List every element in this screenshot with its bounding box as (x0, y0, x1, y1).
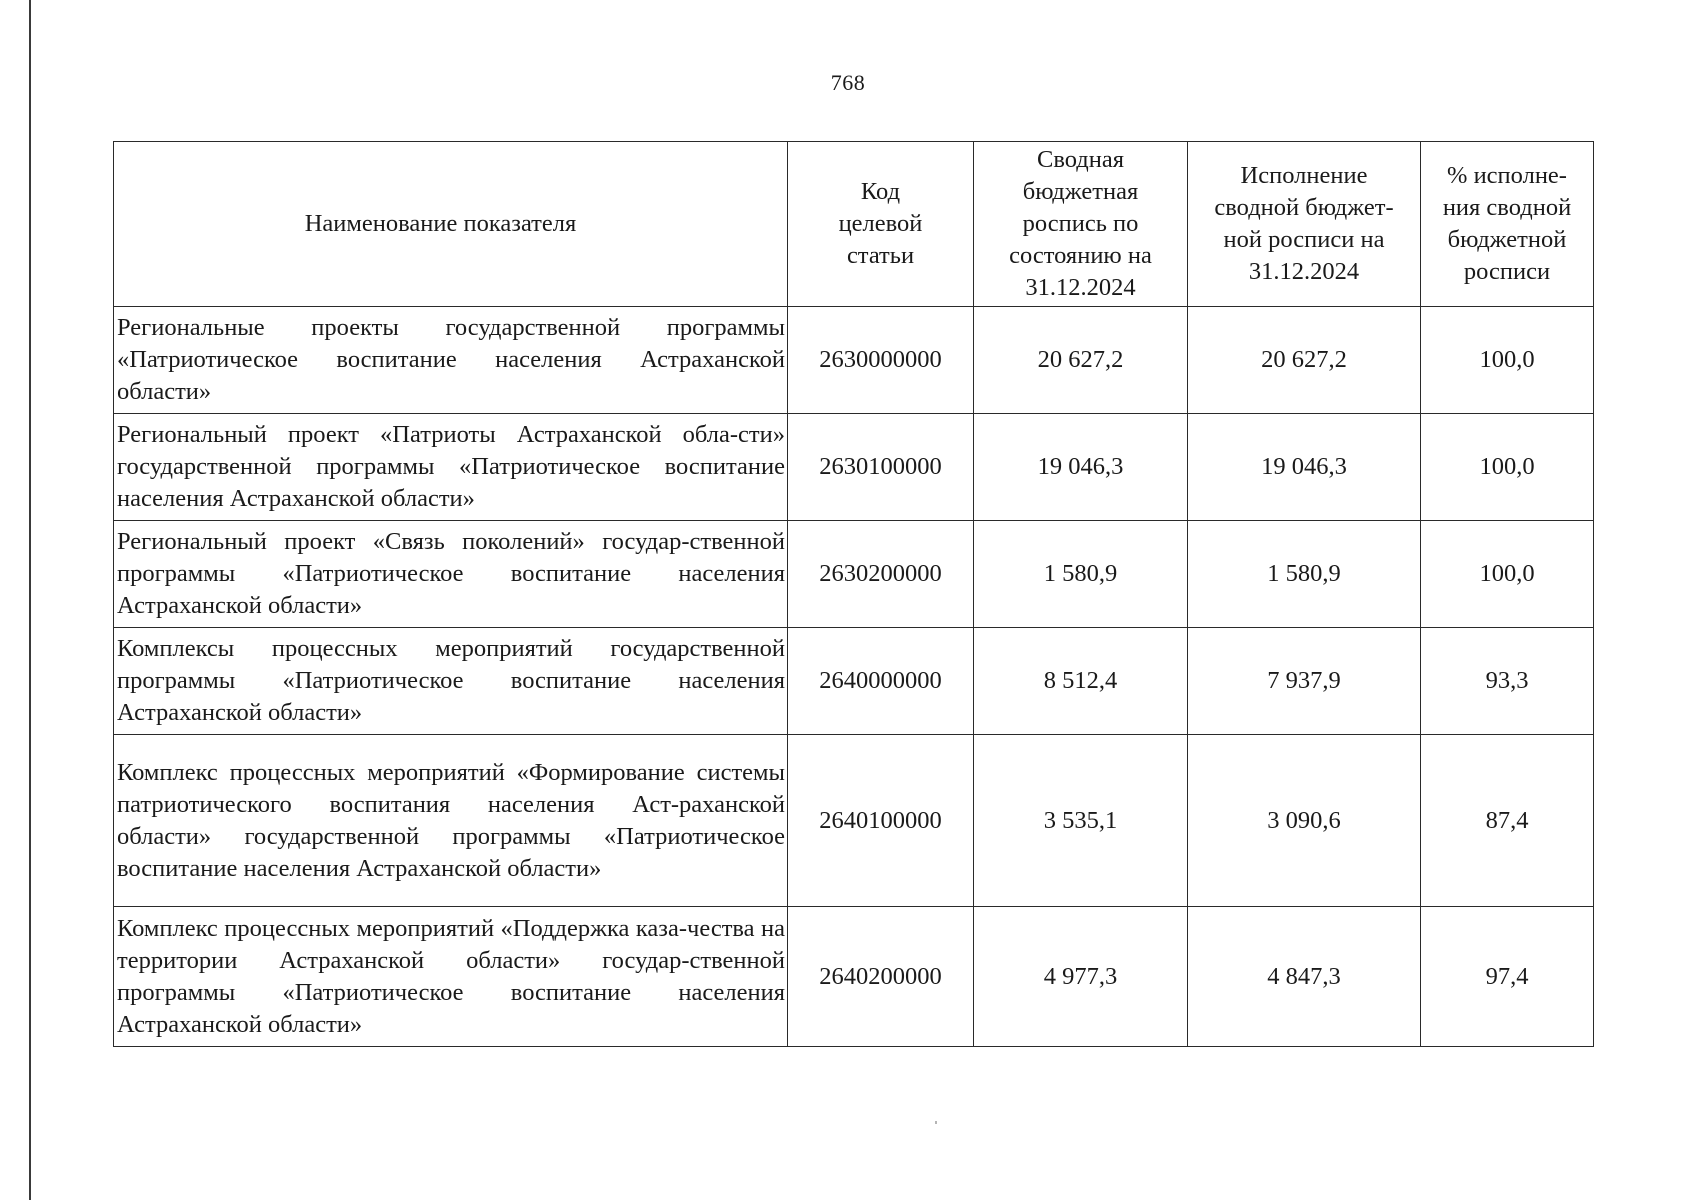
header-budget-plan-text: Сводная бюджетная роспись по состоянию на 31.12.2024 (1009, 146, 1152, 301)
indicator-name: Комплекс процессных мероприятий «Формирование системы патриотического воспитания населения Аст-раханской области» государственной программы «Патриотическое воспитание населения Астраханской области» (114, 735, 788, 907)
table-row (114, 521, 1594, 628)
target-code: 2630200000 (788, 521, 974, 628)
execution-percent-value: 97,4 (1421, 907, 1594, 1047)
indicator-name: Региональные проекты государственной программы «Патриотическое воспитание населения Астраханской области» (114, 307, 788, 414)
budget-execution-value: 19 046,3 (1188, 414, 1421, 521)
header-target-code-text: Код целевой статьи (838, 178, 923, 269)
budget-execution-table (113, 141, 1594, 1047)
execution-percent-value: 100,0 (1421, 521, 1594, 628)
binding-edge-line (29, 0, 31, 1200)
header-execution-percent (1421, 142, 1594, 307)
table-row (114, 907, 1594, 1047)
execution-percent-value: 93,3 (1421, 628, 1594, 735)
execution-percent-value: 100,0 (1421, 307, 1594, 414)
table-row (114, 414, 1594, 521)
header-execution-percent-text: % исполне-ния сводной бюджетной росписи (1442, 162, 1572, 285)
header-target-code (788, 142, 974, 307)
indicator-name: Комплекс процессных мероприятий «Поддержка каза-чества на территории Астраханской области» государ-ственной программы «Патриотическое воспитание населения Астраханской области» (114, 907, 788, 1047)
header-indicator-name (114, 142, 788, 307)
scan-speck (935, 1121, 937, 1124)
target-code: 2630000000 (788, 307, 974, 414)
budget-execution-value: 1 580,9 (1188, 521, 1421, 628)
target-code: 2640000000 (788, 628, 974, 735)
header-budget-execution (1188, 142, 1421, 307)
indicator-name: Региональный проект «Патриоты Астраханской обла-сти» государственной программы «Патриотическое воспитание населения Астраханской области» (114, 414, 788, 521)
budget-execution-value: 20 627,2 (1188, 307, 1421, 414)
execution-percent-value: 87,4 (1421, 735, 1594, 907)
budget-execution-value: 3 090,6 (1188, 735, 1421, 907)
budget-plan-value: 19 046,3 (974, 414, 1188, 521)
table-row (114, 307, 1594, 414)
budget-plan-value: 4 977,3 (974, 907, 1188, 1047)
budget-plan-value: 20 627,2 (974, 307, 1188, 414)
budget-execution-value: 4 847,3 (1188, 907, 1421, 1047)
execution-percent-value: 100,0 (1421, 414, 1594, 521)
budget-plan-value: 8 512,4 (974, 628, 1188, 735)
budget-plan-value: 1 580,9 (974, 521, 1188, 628)
header-budget-execution-text: Исполнение сводной бюджет-ной росписи на 31.12.2024 (1214, 162, 1394, 285)
target-code: 2640100000 (788, 735, 974, 907)
target-code: 2640200000 (788, 907, 974, 1047)
budget-plan-value: 3 535,1 (974, 735, 1188, 907)
budget-execution-value: 7 937,9 (1188, 628, 1421, 735)
target-code: 2630100000 (788, 414, 974, 521)
table-row (114, 735, 1594, 907)
table-row (114, 628, 1594, 735)
indicator-name: Региональный проект «Связь поколений» государ-ственной программы «Патриотическое воспитание населения Астраханской области» (114, 521, 788, 628)
page-number: 768 (830, 70, 866, 95)
header-budget-plan (974, 142, 1188, 307)
indicator-name: Комплексы процессных мероприятий государственной программы «Патриотическое воспитание населения Астраханской области» (114, 628, 788, 735)
table-header-row (114, 142, 1594, 307)
header-indicator-name-text: Наименование показателя (304, 210, 577, 237)
